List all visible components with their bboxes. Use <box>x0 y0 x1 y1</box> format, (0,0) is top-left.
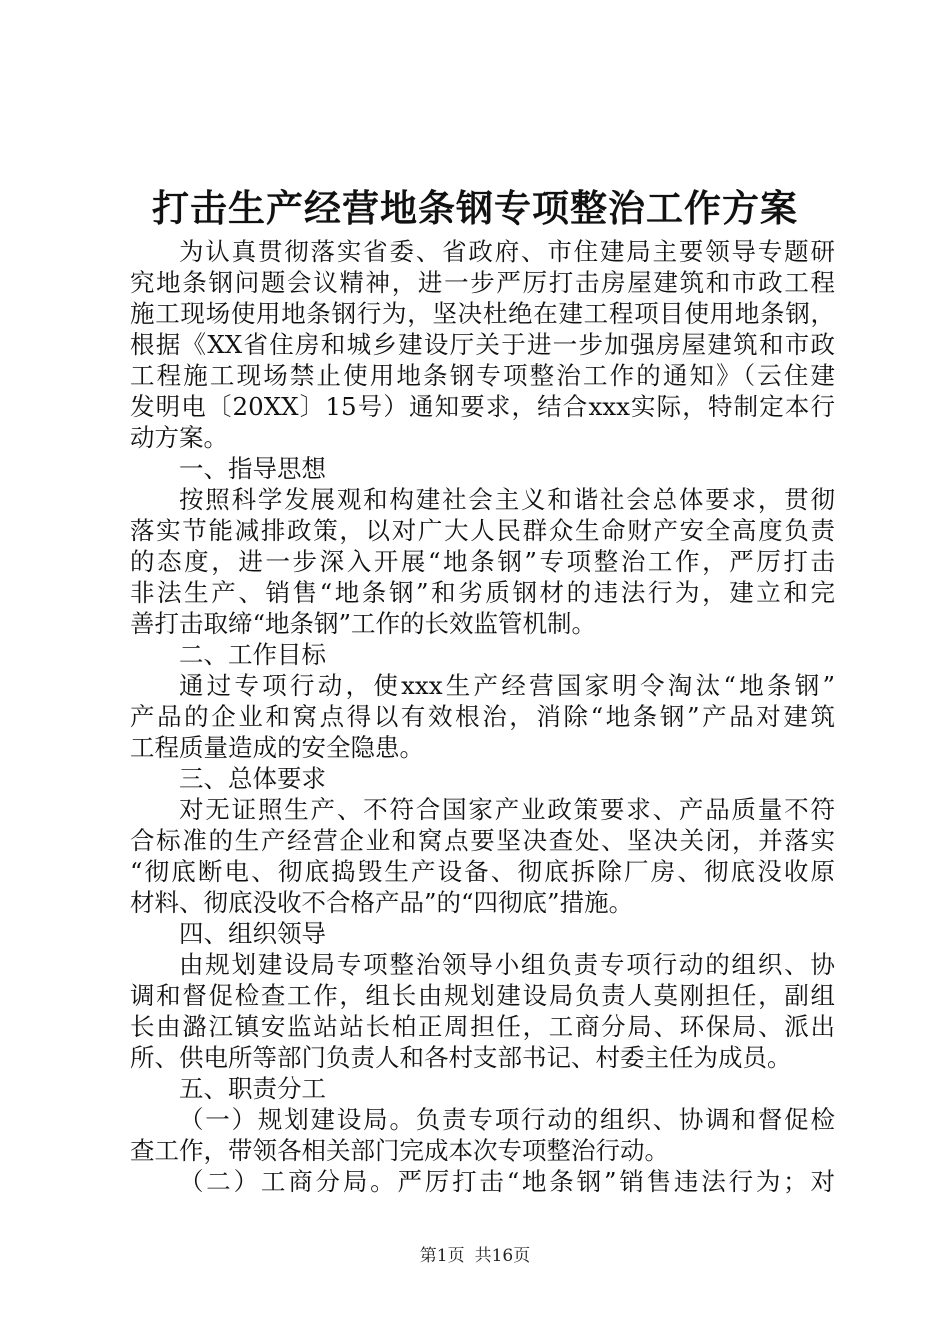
text-line: 产品的企业和窝点得以有效根治，消除“地条钢”产品对建筑 <box>130 702 835 731</box>
page-number: 第1页 <box>419 1246 465 1266</box>
text-line: 非法生产、销售“地条钢”和劣质钢材的违法行为，建立和完 <box>130 578 835 607</box>
text-line: 按照科学发展观和构建社会主义和谐社会总体要求，贯彻 <box>179 485 835 514</box>
text-line: 长由潞江镇安监站站长柏正周担任，工商分局、环保局、派出 <box>130 1012 835 1041</box>
text-line: （二）工商分局。严厉打击“地条钢”销售违法行为；对 <box>179 1167 835 1196</box>
page-total: 共16页 <box>474 1246 531 1266</box>
text-line: 对无证照生产、不符合国家产业政策要求、产品质量不符 <box>179 795 835 824</box>
text-line: 三、总体要求 <box>179 764 326 793</box>
text-line: 落实节能减排政策，以对广大人民群众生命财产安全高度负责 <box>130 516 835 545</box>
document-title: 打击生产经营地条钢专项整治工作方案 <box>152 186 798 230</box>
text-line: 所、供电所等部门负责人和各村支部书记、村委主任为成员。 <box>130 1043 792 1072</box>
text-line: 善打击取缔“地条钢”工作的长效监管机制。 <box>130 609 597 638</box>
text-line: 四、组织领导 <box>179 919 326 948</box>
text-line: 施工现场使用地条钢行为，坚决杜绝在建工程项目使用地条钢， <box>130 299 835 328</box>
text-line: 工程施工现场禁止使用地条钢专项整治工作的通知》（云住建 <box>130 361 835 390</box>
text-line: 发明电〔20XX〕15号）通知要求，结合xxx实际，特制定本行 <box>130 392 835 421</box>
text-line: 根据《XX省住房和城乡建设厅关于进一步加强房屋建筑和市政 <box>130 330 835 359</box>
text-line: 动方案。 <box>130 423 228 452</box>
text-line: 二、工作目标 <box>179 640 326 669</box>
text-line: 查工作，带领各相关部门完成本次专项整治行动。 <box>130 1136 669 1165</box>
text-line: （一）规划建设局。负责专项行动的组织、协调和督促检 <box>179 1105 835 1134</box>
text-line: 调和督促检查工作，组长由规划建设局负责人莫刚担任，副组 <box>130 981 835 1010</box>
text-line: 通过专项行动，使xxx生产经营国家明令淘汰“地条钢” <box>179 671 835 700</box>
text-line: 工程质量造成的安全隐患。 <box>130 733 424 762</box>
text-line: 的态度，进一步深入开展“地条钢”专项整治工作，严厉打击 <box>130 547 835 576</box>
document-body <box>130 236 835 1197</box>
text-line: 为认真贯彻落实省委、省政府、市住建局主要领导专题研 <box>179 237 835 266</box>
text-line: 材料、彻底没收不合格产品”的“四彻底”措施。 <box>130 888 634 917</box>
text-line: 一、指导思想 <box>179 454 326 483</box>
text-line: 究地条钢问题会议精神，进一步严厉打击房屋建筑和市政工程 <box>130 268 835 297</box>
text-line: 由规划建设局专项整治领导小组负责专项行动的组织、协 <box>179 950 835 979</box>
page-footer <box>0 1245 950 1267</box>
text-line: 五、职责分工 <box>179 1074 326 1103</box>
text-line: 合标准的生产经营企业和窝点要坚决查处、坚决关闭，并落实 <box>130 826 835 855</box>
text-line: “彻底断电、彻底捣毁生产设备、彻底拆除厂房、彻底没收原 <box>130 857 835 886</box>
